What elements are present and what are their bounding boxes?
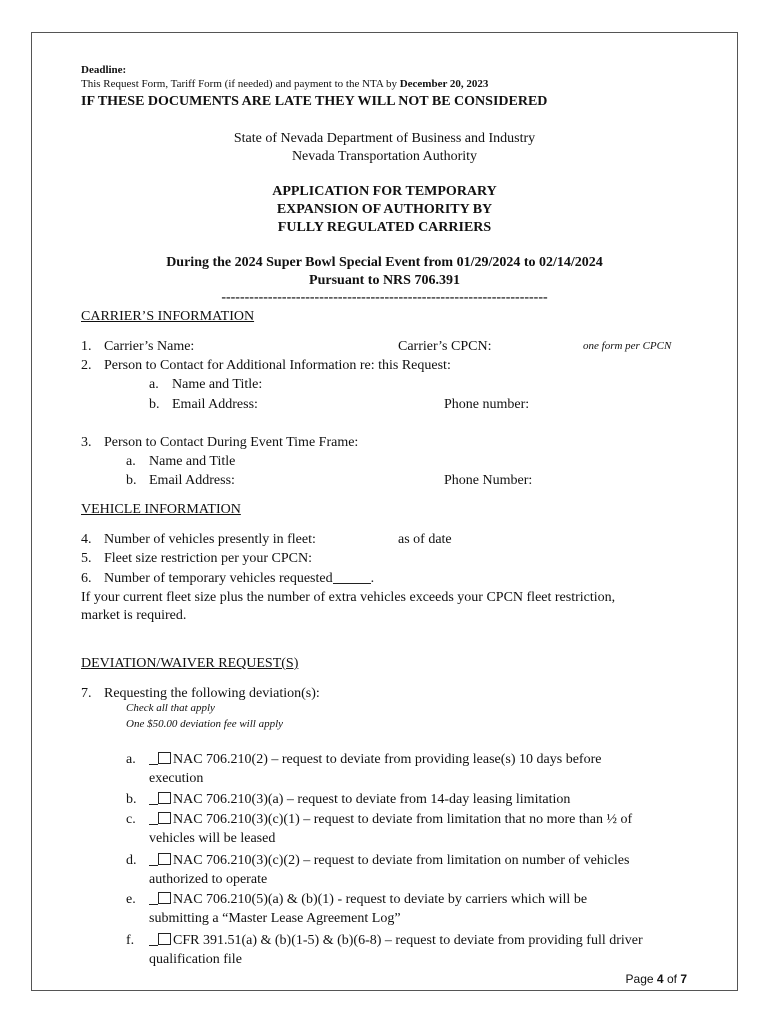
option-b-blank xyxy=(149,792,158,805)
form-title-line-3: FULLY REGULATED CARRIERS xyxy=(277,220,492,235)
option-d xyxy=(149,852,629,869)
option-c-text: NAC 706.210(3)(c)(1) – request to deviate from limitation that no more than ½ of xyxy=(173,812,633,827)
check-all-hint: Check all that apply xyxy=(126,702,215,714)
option-c-blank xyxy=(149,812,158,825)
option-c-letter: c. xyxy=(126,812,136,827)
option-a xyxy=(149,751,601,768)
as-of-date-label: as of date xyxy=(398,532,452,547)
item-1-number: 1. xyxy=(81,339,92,354)
form-page xyxy=(31,32,738,991)
option-e-text: NAC 706.210(5)(a) & (b)(1) - request to deviate by carriers which will be xyxy=(173,892,588,907)
event-contact-name-label: Name and Title xyxy=(149,454,236,469)
option-a-text: NAC 706.210(2) – request to deviate from providing lease(s) 10 days before xyxy=(173,752,602,767)
option-b-checkbox[interactable] xyxy=(158,792,171,804)
of-word: of xyxy=(666,972,677,986)
item-2a-letter: a. xyxy=(149,377,159,392)
option-a-letter: a. xyxy=(126,752,136,767)
deadline-text xyxy=(81,78,488,91)
option-e-letter: e. xyxy=(126,892,136,907)
deadline-date: December 20, 2023 xyxy=(399,78,489,90)
item-2-number: 2. xyxy=(81,358,92,373)
carrier-name-label: Carrier’s Name: xyxy=(104,339,195,354)
option-b-text: NAC 706.210(3)(a) – request to deviate from 14-day leasing limitation xyxy=(173,792,571,807)
option-c xyxy=(149,811,632,828)
form-title-line-2: EXPANSION OF AUTHORITY BY xyxy=(276,202,493,217)
option-f-letter: f. xyxy=(126,933,135,948)
item-6-number: 6. xyxy=(81,571,92,586)
section-divider: ---------------------------------------------------------------------- xyxy=(221,290,548,305)
deadline-text-body: This Request Form, Tariff Form (if needed) and payment to the NTA by xyxy=(81,78,400,90)
option-d-letter: d. xyxy=(126,853,137,868)
option-b xyxy=(149,791,570,808)
page-word: Page xyxy=(625,972,654,986)
fleet-note-line-1: If your current fleet size plus the number of extra vehicles exceeds your CPCN fleet restriction, xyxy=(81,590,616,605)
deadline-label: Deadline: xyxy=(81,64,127,76)
contact-name-title-label: Name and Title: xyxy=(172,377,263,392)
option-a-checkbox[interactable] xyxy=(158,752,171,764)
item-3-number: 3. xyxy=(81,435,92,450)
option-d-continuation: authorized to operate xyxy=(149,872,268,887)
page-total: 7 xyxy=(680,972,687,986)
contact-email-label: Email Address: xyxy=(172,397,258,412)
fleet-note-line-2: market is required. xyxy=(81,608,187,623)
deviation-heading: DEVIATION/WAIVER REQUEST(S) xyxy=(81,656,299,671)
temp-vehicles-blank[interactable] xyxy=(333,571,371,584)
fleet-count-label: Number of vehicles presently in fleet: xyxy=(104,532,316,547)
item-5-number: 5. xyxy=(81,551,92,566)
option-f-text: CFR 391.51(a) & (b)(1-5) & (b)(6-8) – request to deviate from providing full driver xyxy=(173,933,643,948)
vehicle-heading: VEHICLE INFORMATION xyxy=(81,502,241,517)
deviation-request-label: Requesting the following deviation(s): xyxy=(104,686,320,701)
agency-line-2: Nevada Transportation Authority xyxy=(291,149,478,164)
contact-phone-label: Phone number: xyxy=(444,397,530,412)
temp-vehicles-label xyxy=(104,570,374,587)
temp-vehicles-text: Number of temporary vehicles requested xyxy=(104,571,333,586)
item-3b-letter: b. xyxy=(126,473,137,488)
option-b-letter: b. xyxy=(126,792,137,807)
item-7-number: 7. xyxy=(81,686,92,701)
option-f xyxy=(149,932,643,949)
event-line-2: Pursuant to NRS 706.391 xyxy=(309,273,460,288)
item-2b-letter: b. xyxy=(149,397,160,412)
option-c-continuation: vehicles will be leased xyxy=(149,831,276,846)
page-number xyxy=(626,972,687,986)
carrier-cpcn-label: Carrier’s CPCN: xyxy=(398,339,492,354)
item-3a-letter: a. xyxy=(126,454,136,469)
option-c-checkbox[interactable] xyxy=(158,812,171,824)
option-f-continuation: qualification file xyxy=(149,952,242,967)
option-d-checkbox[interactable] xyxy=(158,853,171,865)
item-4-number: 4. xyxy=(81,532,92,547)
event-contact-email-label: Email Address: xyxy=(149,473,235,488)
temp-vehicles-period: . xyxy=(370,571,375,586)
option-e xyxy=(149,891,587,908)
option-f-blank xyxy=(149,933,158,946)
deviation-fee-hint: One $50.00 deviation fee will apply xyxy=(126,718,284,730)
option-a-blank xyxy=(149,752,158,765)
option-f-checkbox[interactable] xyxy=(158,933,171,945)
option-e-continuation: submitting a “Master Lease Agreement Log” xyxy=(149,911,401,926)
event-contact-phone-label: Phone Number: xyxy=(444,473,533,488)
option-d-text: NAC 706.210(3)(c)(2) – request to deviate from limitation on number of vehicles xyxy=(173,853,630,868)
carrier-heading: CARRIER’S INFORMATION xyxy=(81,309,255,324)
late-warning: IF THESE DOCUMENTS ARE LATE THEY WILL NOT BE CONSIDERED xyxy=(81,94,548,109)
event-contact-label: Person to Contact During Event Time Frame: xyxy=(104,435,359,450)
event-line-1: During the 2024 Super Bowl Special Event from 01/29/2024 to 02/14/2024 xyxy=(166,255,603,270)
one-form-note: one form per CPCN xyxy=(583,340,672,352)
page-current: 4 xyxy=(656,972,664,986)
option-e-checkbox[interactable] xyxy=(158,892,171,904)
form-title-line-1: APPLICATION FOR TEMPORARY xyxy=(272,184,497,199)
agency-line-1: State of Nevada Department of Business and Industry xyxy=(233,131,536,146)
fleet-restriction-label: Fleet size restriction per your CPCN: xyxy=(104,551,313,566)
contact-info-label: Person to Contact for Additional Information re: this Request: xyxy=(104,358,451,373)
option-a-continuation: execution xyxy=(149,771,204,786)
option-e-blank xyxy=(149,892,158,905)
option-d-blank xyxy=(149,853,158,866)
